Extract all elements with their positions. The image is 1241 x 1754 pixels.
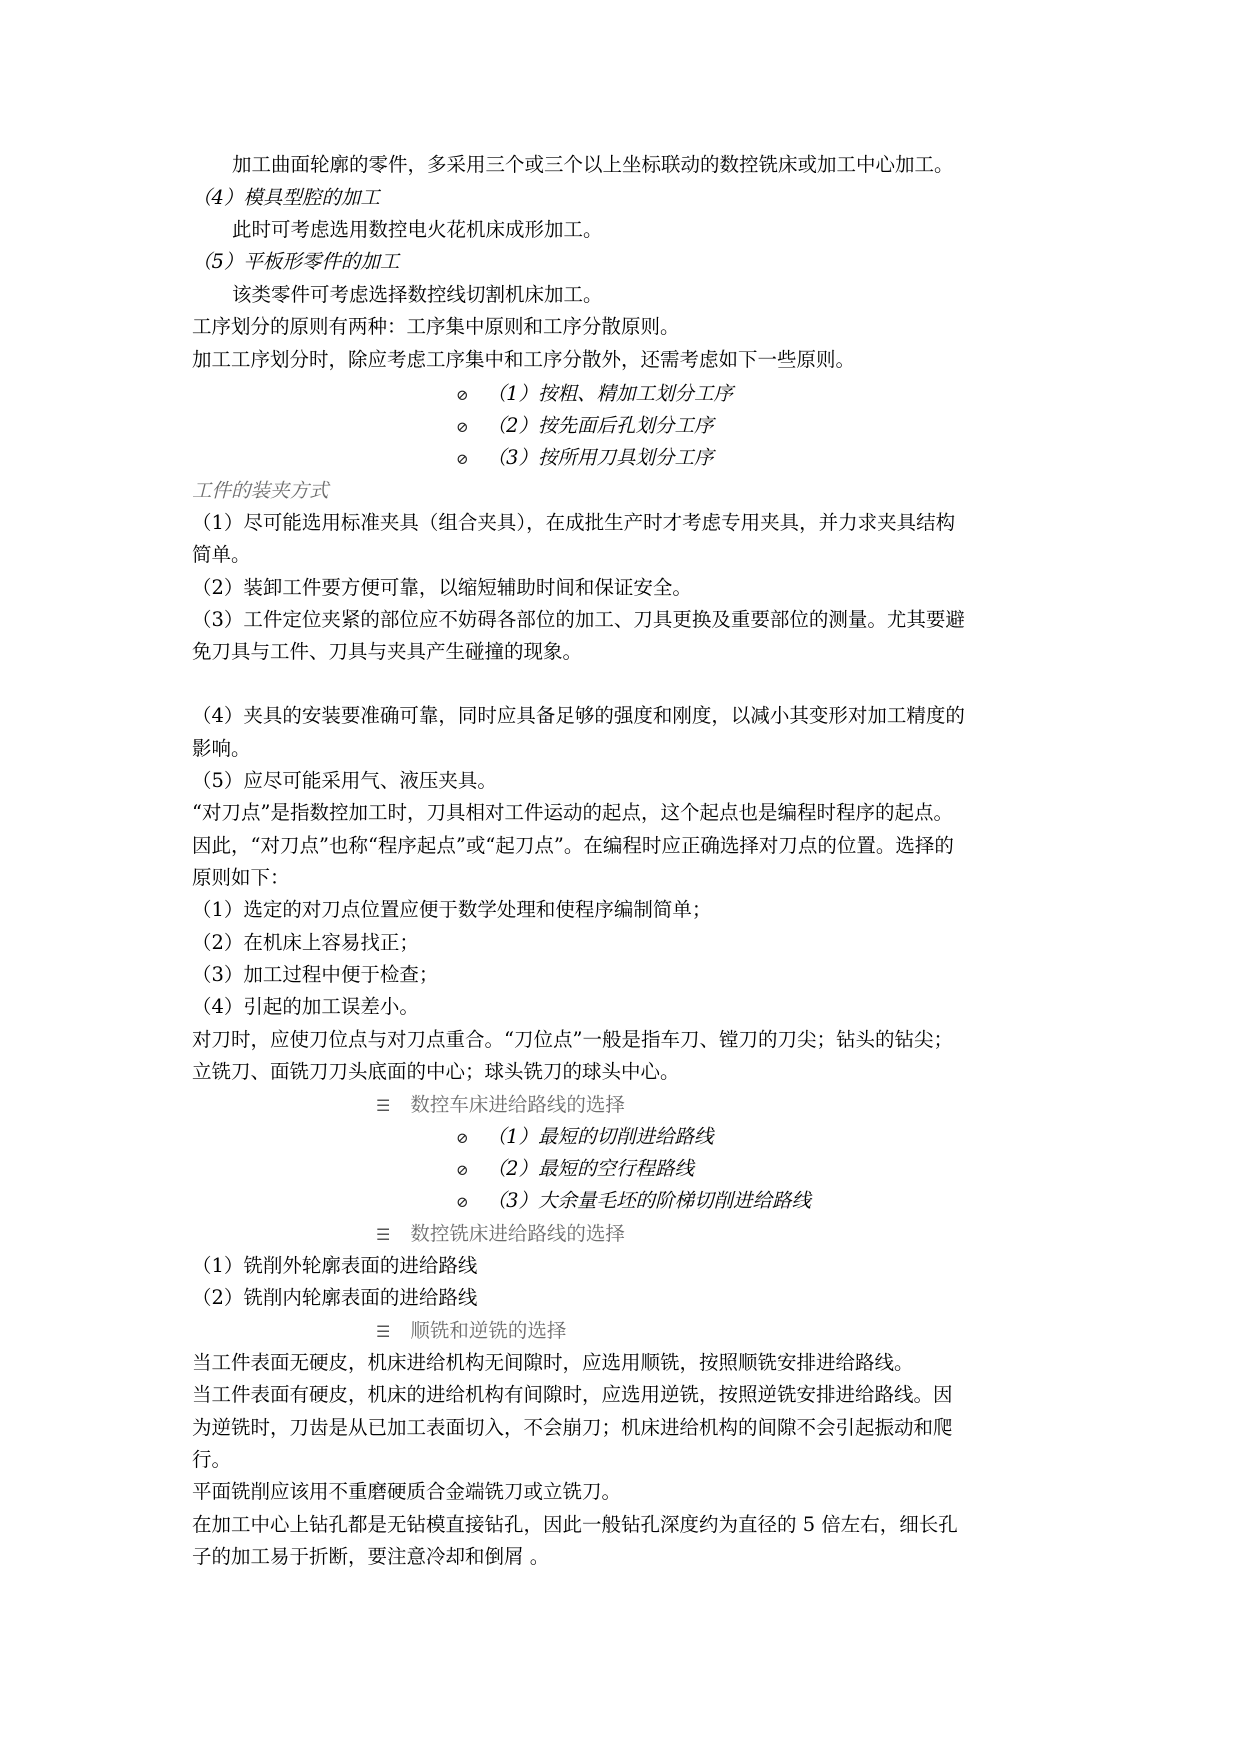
bullet-text: （2）最短的空行程路线	[486, 1157, 694, 1180]
paragraph-line: 加工曲面轮廓的零件，多采用三个或三个以上坐标联动的数控铣床或加工中心加工。	[232, 153, 954, 176]
paragraph-line: （1）铣削外轮廓表面的进给路线	[192, 1254, 478, 1277]
heading-text: 数控车床进给路线的选择	[410, 1093, 625, 1116]
heading-icon: ☰	[376, 1096, 391, 1115]
bullet-icon: ⊘	[456, 418, 469, 436]
bullet-icon: ⊘	[456, 386, 469, 404]
paragraph-line: （1）尽可能选用标准夹具（组合夹具），在成批生产时才考虑专用夹具，并力求夹具结构	[192, 511, 956, 534]
bullet-text: （1）最短的切削进给路线	[486, 1125, 714, 1148]
paragraph-line: （2）铣削内轮廓表面的进给路线	[192, 1286, 478, 1309]
paragraph-line: 为逆铣时，刀齿是从已加工表面切入，不会崩刀；机床进给机构的间隙不会引起振动和爬	[192, 1416, 953, 1439]
subheading: （5）平板形零件的加工	[192, 250, 400, 273]
paragraph-line: （2）在机床上容易找正；	[192, 931, 419, 954]
bullet-icon: ⊘	[456, 1193, 469, 1211]
paragraph-line: 此时可考虑选用数控电火花机床成形加工。	[232, 218, 603, 241]
paragraph-line: 立铣刀、面铣刀刀头底面的中心；球头铣刀的球头中心。	[192, 1060, 680, 1083]
section-heading	[376, 1219, 625, 1250]
bullet-icon: ⊘	[456, 450, 469, 468]
bullet-item	[456, 411, 714, 442]
paragraph-line: （1）选定的对刀点位置应便于数学处理和使程序编制简单；	[192, 898, 712, 921]
heading-icon: ☰	[376, 1322, 391, 1341]
paragraph-line: 对刀时，应使刀位点与对刀点重合。“刀位点”一般是指车刀、镗刀的刀尖；钻头的钻尖；	[192, 1028, 953, 1051]
paragraph-line: 在加工中心上钻孔都是无钻模直接钻孔，因此一般钻孔深度约为直径的 5 倍左右，细长孔	[192, 1513, 958, 1536]
section-heading: 工件的装夹方式	[192, 479, 329, 502]
paragraph-line: 影响。	[192, 737, 251, 760]
heading-text: 顺铣和逆铣的选择	[410, 1319, 567, 1342]
heading-icon: ☰	[376, 1225, 391, 1244]
bullet-text: （1）按粗、精加工划分工序	[486, 382, 733, 405]
bullet-item	[456, 1186, 811, 1217]
paragraph-line: 当工件表面有硬皮，机床的进给机构有间隙时，应选用逆铣，按照逆铣安排进给路线。因	[192, 1383, 953, 1406]
bullet-text: （3）按所用刀具划分工序	[486, 446, 714, 469]
section-heading	[376, 1090, 625, 1121]
paragraph-line: 加工工序划分时，除应考虑工序集中和工序分散外，还需考虑如下一些原则。	[192, 348, 856, 371]
bullet-icon: ⊘	[456, 1129, 469, 1147]
subheading: （4）模具型腔的加工	[192, 186, 380, 209]
bullet-item	[456, 1122, 714, 1153]
paragraph-line: （3）工件定位夹紧的部位应不妨碍各部位的加工、刀具更换及重要部位的测量。尤其要避	[192, 608, 965, 631]
paragraph-line: 该类零件可考虑选择数控线切割机床加工。	[232, 283, 603, 306]
bullet-text: （3）大余量毛坯的阶梯切削进给路线	[486, 1189, 811, 1212]
paragraph-line: （4）夹具的安装要准确可靠，同时应具备足够的强度和刚度，以减小其变形对加工精度的	[192, 704, 965, 727]
paragraph-line: （2）装卸工件要方便可靠，以缩短辅助时间和保证安全。	[192, 576, 692, 599]
bullet-item	[456, 443, 714, 474]
paragraph-line: （4）引起的加工误差小。	[192, 995, 419, 1018]
paragraph-line: （3）加工过程中便于检查；	[192, 963, 439, 986]
paragraph-line: 原则如下：	[192, 866, 290, 889]
paragraph-line: 免刀具与工件、刀具与夹具产生碰撞的现象。	[192, 640, 583, 663]
section-heading	[376, 1316, 566, 1347]
bullet-item	[456, 379, 733, 410]
paragraph-line: 简单。	[192, 543, 251, 566]
paragraph-line: 行。	[192, 1448, 232, 1471]
paragraph-line: 因此，“对刀点”也称“程序起点”或“起刀点”。在编程时应正确选择对刀点的位置。选择的	[192, 834, 954, 857]
bullet-item	[456, 1154, 694, 1185]
bullet-text: （2）按先面后孔划分工序	[486, 414, 714, 437]
paragraph-line: 当工件表面无硬皮，机床进给机构无间隙时，应选用顺铣，按照顺铣安排进给路线。	[192, 1351, 914, 1374]
paragraph-line: （5）应尽可能采用气、液压夹具。	[192, 769, 497, 792]
paragraph-line: 工序划分的原则有两种：工序集中原则和工序分散原则。	[192, 315, 680, 338]
paragraph-line: “对刀点”是指数控加工时，刀具相对工件运动的起点，这个起点也是编程时程序的起点。	[192, 801, 953, 824]
paragraph-line: 平面铣削应该用不重磨硬质合金端铣刀或立铣刀。	[192, 1480, 622, 1503]
heading-text: 数控铣床进给路线的选择	[410, 1222, 625, 1245]
bullet-icon: ⊘	[456, 1161, 469, 1179]
paragraph-line: 子的加工易于折断，要注意冷却和倒屑 。	[192, 1545, 550, 1568]
